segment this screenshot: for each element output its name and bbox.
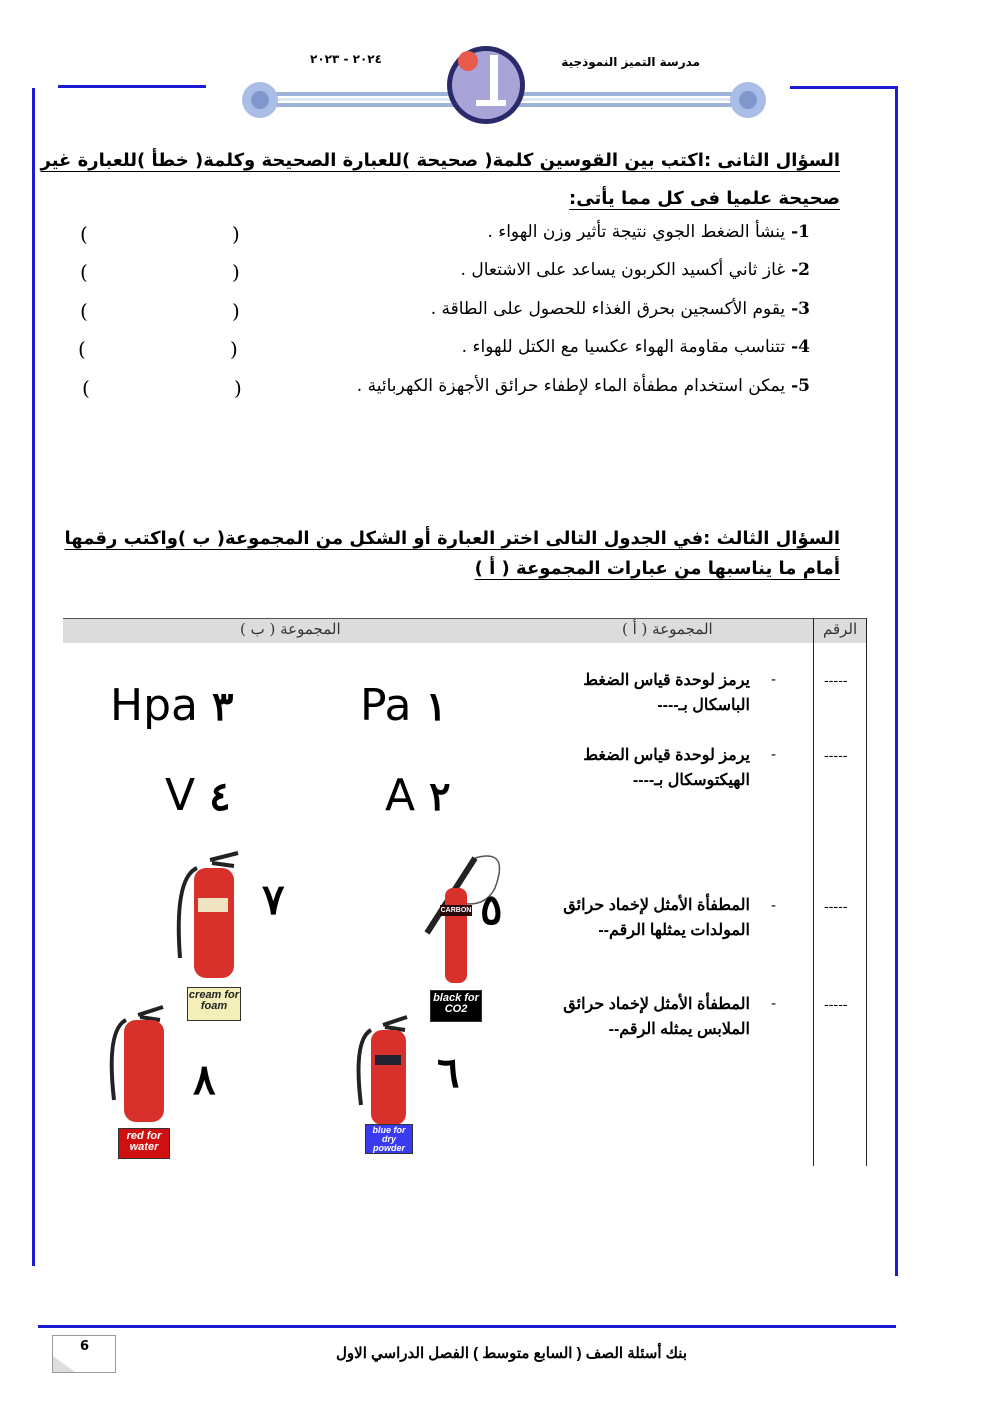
unit-symbol: Pa (360, 680, 412, 731)
answer-blank-4-close: ) (230, 337, 238, 361)
q2-title-line2: صحيحة علميا فى كل مما يأتى: (569, 188, 840, 209)
answer-blank-2-close: ) (232, 260, 240, 284)
q3-title-line1: السؤال الثالث :في الجدول التالى اختر العبارة أو الشكل من المجموعة( ب )واكتب رقمها (64, 528, 840, 549)
q2-title-line1: السؤال الثانى :اكتب بين القوسين كلمة( صحيحة )للعبارة الصحيحة وكلمة( خطأ )للعبارة غير (40, 150, 840, 171)
page-curl-icon (53, 1356, 75, 1372)
top-border-left (58, 85, 206, 88)
table-header (63, 618, 866, 643)
answer-blank-2[interactable]: ( (80, 260, 88, 284)
bullet: - (771, 898, 777, 914)
choice-8-number: ٨ (193, 1055, 216, 1104)
statement-line: يرمز لوحدة قياس الضغط (583, 672, 750, 689)
statement-line: المولدات يمثلها الرقم-- (598, 922, 750, 939)
answer-slot[interactable]: ----- (824, 674, 848, 689)
choice-5-number: ٥ (480, 885, 503, 934)
footer-title: بنك أسئلة الصف ( السابع متوسط ) الفصل الدراسي الاول (336, 1345, 687, 1362)
statement-line: الملابس يمثله الرقم-- (608, 1021, 750, 1038)
choice-2 (385, 770, 451, 821)
header-group-b: المجموعة ( ب ) (240, 620, 341, 638)
q2-item: 2- غاز ثاني أكسيد الكربون يساعد على الاشتعال . (460, 260, 810, 280)
choice-number: ٢ (429, 773, 451, 820)
answer-blank-5[interactable]: ( (82, 376, 90, 400)
answer-blank-3-close: ) (232, 299, 240, 323)
choice-1 (360, 680, 447, 731)
choice-number: ٣ (211, 683, 234, 730)
choice-7-number: ٧ (262, 875, 285, 924)
top-border-right (790, 86, 898, 89)
foam-color-tag: cream for foam (187, 987, 241, 1021)
footer-line (38, 1325, 896, 1328)
header-group-a: المجموعة ( أ ) (622, 620, 713, 638)
statement-line: الباسكال بـ---- (657, 697, 750, 714)
unit-symbol: Hpa (110, 680, 198, 731)
school-year: ٢٠٢٤ - ٢٠٢٣ (310, 52, 382, 66)
answer-blank-5-close: ) (234, 376, 242, 400)
powder-color-tag: blue for dry powder (365, 1124, 413, 1154)
school-name: مدرسة التميز النموذجية (561, 55, 700, 69)
foam-extinguisher-image (172, 848, 252, 983)
statement-line: المطفأة الأمثل لإخماد حرائق (563, 996, 750, 1013)
page-number: 6 (80, 1339, 90, 1354)
column-divider (866, 618, 867, 1166)
choice-number: ٤ (209, 773, 231, 820)
school-logo (446, 45, 526, 125)
q2-item: 5- يمكن استخدام مطفأة الماء لإطفاء حرائق الأجهزة الكهربائية . (356, 376, 810, 396)
water-color-tag: red for water (118, 1128, 170, 1159)
bullet: - (771, 996, 777, 1012)
unit-symbol: A (385, 770, 416, 821)
choice-number: ١ (425, 683, 448, 730)
answer-blank-1-close: ) (232, 222, 240, 246)
co2-body-label: CARBON (440, 907, 472, 914)
choice-3 (110, 680, 233, 731)
answer-slot[interactable]: ----- (824, 998, 848, 1013)
statement-line: المطفأة الأمثل لإخماد حرائق (563, 897, 750, 914)
choice-4 (165, 770, 231, 821)
bullet: - (771, 747, 777, 763)
answer-blank-4[interactable]: ( (78, 337, 86, 361)
statement-line: يرمز لوحدة قياس الضغط (583, 747, 750, 764)
powder-extinguisher-image (355, 1015, 425, 1125)
answer-slot[interactable]: ----- (824, 900, 848, 915)
q3-title-line2: أمام ما يناسبها من عبارات المجموعة ( أ ) (474, 558, 840, 579)
answer-blank-3[interactable]: ( (80, 299, 88, 323)
q2-item: 1- ينشأ الضغط الجوي نتيجة تأثير وزن الهواء . (487, 222, 810, 242)
answer-blank-1[interactable]: ( (80, 222, 88, 246)
co2-color-tag: black for CO2 (430, 990, 482, 1022)
choice-6-number: ٦ (437, 1048, 460, 1097)
unit-symbol: V (165, 770, 196, 821)
column-divider (813, 618, 814, 1166)
water-extinguisher-image (108, 1005, 173, 1125)
answer-slot[interactable]: ----- (824, 749, 848, 764)
page-number-box (52, 1335, 116, 1373)
right-border (895, 88, 898, 1276)
header-number: الرقم (823, 620, 858, 638)
q2-item: 4- تتناسب مقاومة الهواء عكسيا مع الكتل للهواء . (461, 337, 810, 357)
left-border (32, 88, 35, 1266)
q2-item: 3- يقوم الأكسجين بحرق الغذاء للحصول على الطاقة . (430, 299, 810, 319)
statement-line: الهيكتوسكال بـ---- (632, 772, 750, 789)
bullet: - (771, 672, 777, 688)
